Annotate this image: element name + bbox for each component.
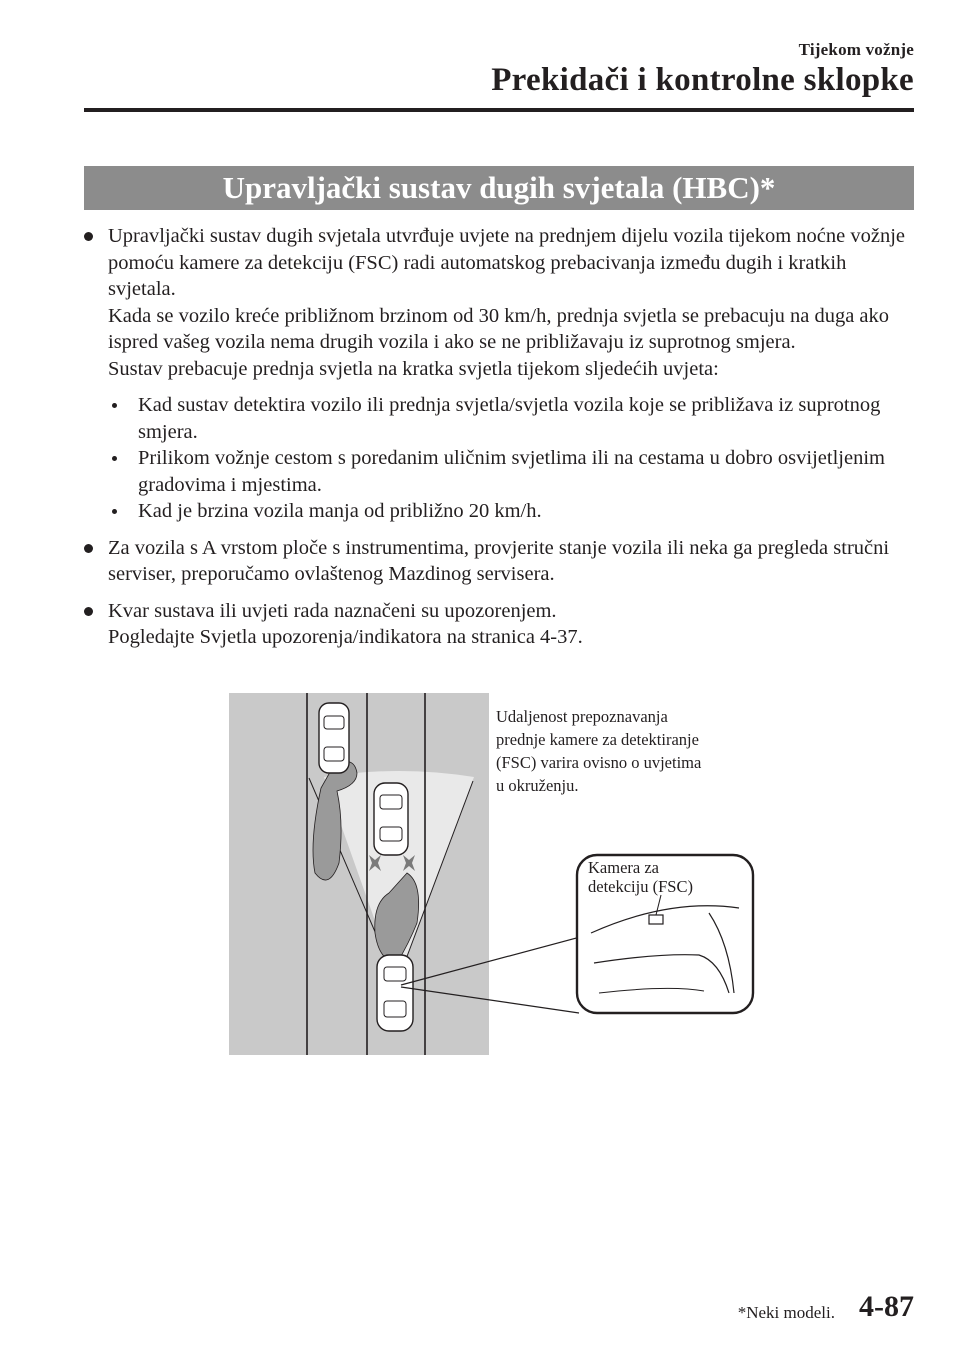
- oncoming-car: [319, 703, 349, 773]
- paragraph: Za vozila s A vrstom ploče s instrumentima, provjerite stanje vozila ili neka ga pregleda stručni serviser, preporučamo ovlaštenog Mazdinog servisera.: [108, 536, 890, 585]
- sub-bullet-item: [108, 445, 914, 498]
- paragraph: Kvar sustava ili uvjeti rada naznačeni su upozorenjem.: [108, 599, 557, 622]
- header-rule: [84, 108, 914, 112]
- bullet-item-instrument-panel: [84, 535, 914, 588]
- page-number: 4-87: [859, 1290, 914, 1323]
- header-chapter: Tijekom vožnje: [798, 40, 914, 59]
- sub-bullet-item: [108, 498, 914, 525]
- label-line: prednje kamere za detektiranje: [496, 730, 699, 749]
- bullet-list: [84, 223, 914, 651]
- sub-bullet-dot: [112, 403, 117, 408]
- paragraph: Upravljački sustav dugih svjetala utvrđuje uvjete na prednjem dijelu vozila tijekom noćne vožnje pomoću kamere za detekciju (FSC) radi automatskog prebacivanja između dugih i kratkih svjetala.: [108, 225, 905, 300]
- bullet-item-hbc-description: [84, 223, 914, 382]
- label-line: Udaljenost prepoznavanja: [496, 707, 668, 726]
- bullet-dot: [84, 232, 93, 241]
- hbc-figure: [229, 693, 759, 1055]
- cross-reference: Pogledajte Svjetla upozorenja/indikatora na stranica 4-37.: [108, 626, 583, 648]
- sub-bullet-text: Prilikom vožnje cestom s poredanim uličnim svjetlima ili na cestama u dobro osvijetljenim gradovima i mjestima.: [138, 447, 885, 496]
- footnote: *Neki modeli.: [737, 1303, 835, 1322]
- bullet-dot: [84, 544, 93, 553]
- sub-bullet-dot: [112, 456, 117, 461]
- label-line: (FSC) varira ovisno o uvjetima: [496, 753, 702, 772]
- bullet-dot: [84, 607, 93, 616]
- label-line: Kamera za: [588, 858, 659, 877]
- fsc-camera-icon: [649, 915, 663, 924]
- bullet-item-warning: [84, 598, 914, 651]
- paragraph: Kada se vozilo kreće približnom brzinom od 30 km/h, prednja svjetla se prebacuju na duga ako ispred vašeg vozila nema drugih vozila i ako se ne približavaju iz suprotnog smjera.: [108, 304, 890, 353]
- camera-label: [588, 858, 693, 896]
- sub-bullet-text: Kad je brzina vozila manja od približno 20 km/h.: [138, 500, 542, 522]
- sub-bullet-dot: [112, 509, 117, 514]
- own-car: [377, 955, 413, 1031]
- label-line: u okruženju.: [496, 776, 579, 795]
- header-section-title: Prekidači i kontrolne sklopke: [491, 62, 914, 98]
- preceding-car: [374, 783, 408, 855]
- section-banner: Upravljački sustav dugih svjetala (HBC)*: [84, 166, 914, 210]
- paragraph: Sustav prebacuje prednja svjetla na kratka svjetla tijekom sljedećih uvjeta:: [108, 357, 719, 380]
- label-line: detekciju (FSC): [588, 877, 693, 896]
- sub-bullet-text: Kad sustav detektira vozilo ili prednja svjetla/svjetla vozila koje se približava iz suprotnog smjera.: [138, 394, 881, 443]
- detection-range-label: [496, 705, 701, 797]
- sub-bullet-item: [108, 392, 914, 445]
